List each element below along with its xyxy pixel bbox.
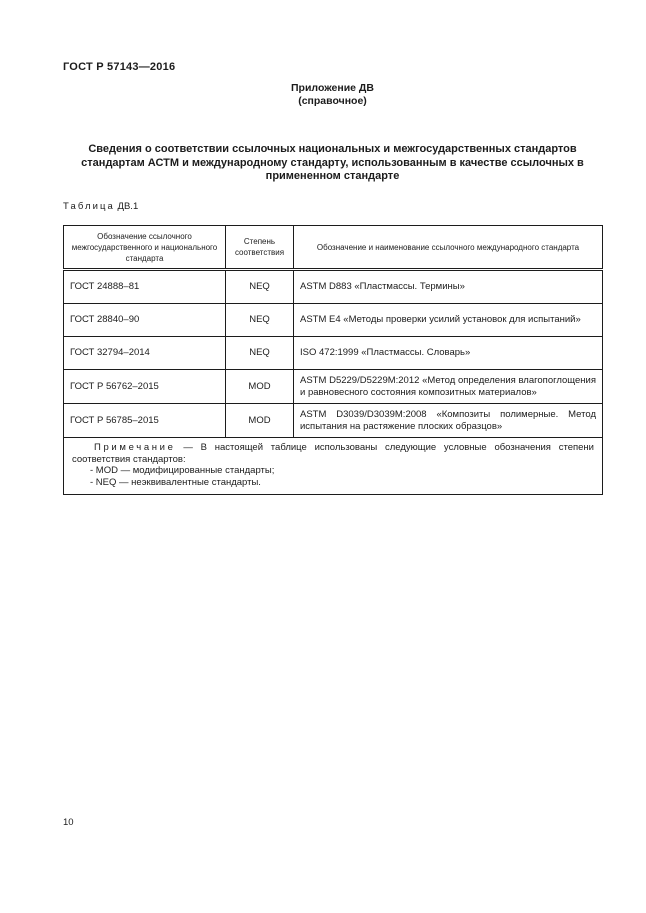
cell-degree: NEQ (226, 304, 294, 337)
annex-kind: (справочное) (298, 95, 367, 107)
cell-degree: NEQ (226, 337, 294, 370)
note-paragraph (72, 442, 594, 465)
table-note-row (64, 438, 603, 495)
annex-label: Приложение ДВ (291, 82, 374, 94)
table-row (64, 370, 603, 404)
cell-degree: MOD (226, 370, 294, 404)
cell-degree: MOD (226, 404, 294, 438)
note-text: — В настоящей таблице использованы следующие условные обозначения степени соответствия стандартов: (72, 442, 594, 465)
page-number: 10 (63, 817, 74, 828)
table-caption (63, 201, 138, 212)
note-label: Примечание (94, 442, 176, 453)
note-item-neq: - NEQ — неэквивалентные стандарты. (90, 476, 261, 488)
cell-reference: ASTM D5229/D5229M:2012 «Метод определения влагопоглощения и равновесного состояния композитных материалов» (294, 370, 603, 404)
cell-reference: ASTM D883 «Пластмассы. Термины» (294, 270, 603, 304)
column-header-degree: Степень соответствия (226, 226, 294, 270)
cell-standard: ГОСТ 28840–90 (64, 304, 226, 337)
annex-heading (63, 82, 602, 108)
table-row (64, 404, 603, 438)
column-header-standard: Обозначение ссылочного межгосударственного и национального стандарта (64, 226, 226, 270)
cell-standard: ГОСТ Р 56762–2015 (64, 370, 226, 404)
cell-degree: NEQ (226, 270, 294, 304)
table-row (64, 270, 603, 304)
table-row (64, 304, 603, 337)
page-title: Сведения о соответствии ссылочных национальных и межгосударственных стандартов стандартам АСТМ и международному стандарту, использованным в качестве ссылочных в примененном стандарте (81, 143, 584, 182)
table-header-row (64, 226, 603, 270)
correspondence-table (63, 225, 603, 495)
column-header-reference: Обозначение и наименование ссылочного международного стандарта (294, 226, 603, 270)
cell-reference: ASTM E4 «Методы проверки усилий установок для испытаний» (294, 304, 603, 337)
cell-reference: ISO 472:1999 «Пластмассы. Словарь» (294, 337, 603, 370)
note-item-mod: - MOD — модифицированные стандарты; (90, 465, 275, 476)
table-caption-word: Таблица (63, 201, 115, 212)
cell-standard: ГОСТ 32794–2014 (64, 337, 226, 370)
table-note-cell (64, 438, 603, 495)
cell-standard: ГОСТ 24888–81 (64, 270, 226, 304)
cell-reference: ASTM D3039/D3039M:2008 «Композиты полимерные. Метод испытания на растяжение плоских образцов» (294, 404, 603, 438)
cell-standard: ГОСТ Р 56785–2015 (64, 404, 226, 438)
document-code: ГОСТ Р 57143—2016 (63, 61, 176, 73)
table-row (64, 337, 603, 370)
table-caption-number: ДВ.1 (117, 201, 139, 212)
